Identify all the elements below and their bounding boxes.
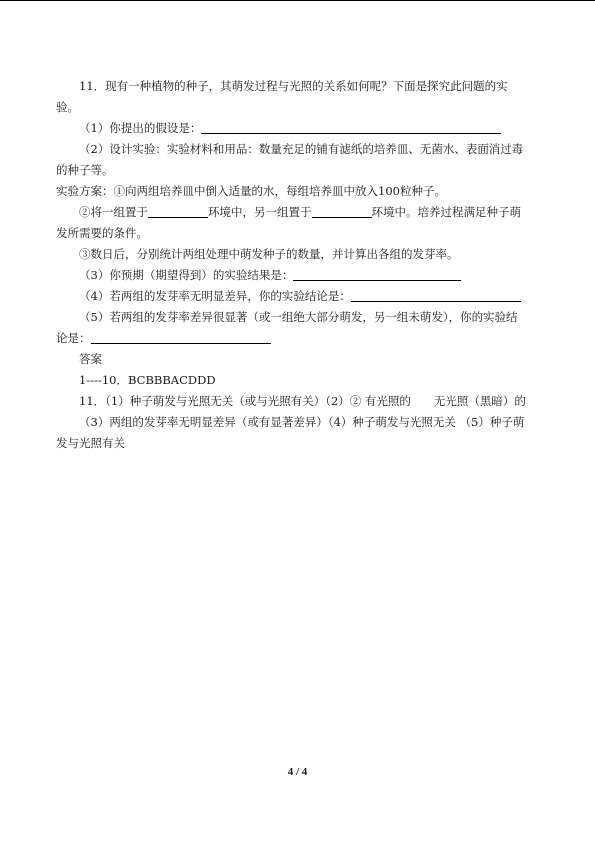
question-11-line-2: 验。	[56, 100, 79, 114]
subquestion-3	[56, 265, 546, 286]
answer-blank-light	[148, 205, 208, 218]
document-body	[56, 76, 546, 454]
subquestion-3-text: （3）你预期（期望得到）的实验结果是：	[79, 268, 294, 282]
answer-blank-4	[351, 289, 521, 302]
subquestion-1-text: （1）你提出的假设是：	[79, 121, 202, 135]
subquestion-1	[56, 118, 546, 139]
answer-blank-1	[201, 121, 501, 134]
answers-11-line-1: 11．（1）种子萌发与光照无关（或与光照有关）（2）② 有光照的 无光照（黑暗）的	[79, 394, 526, 408]
subquestion-5-line-2	[56, 328, 546, 349]
subquestion-5-line-1: （5）若两组的发芽率差异很显著（或一组绝大部分萌发，另一组未萌发），你的实验结	[79, 310, 518, 324]
page-number: 4 / 4	[287, 766, 308, 778]
subquestion-4	[56, 286, 546, 307]
step-2-line-2: 发所需要的条件。	[56, 226, 148, 240]
answer-blank-5	[91, 331, 271, 344]
subquestion-4-text: （4）若两组的发芽率无明显差异，你的实验结论是：	[79, 289, 351, 303]
subquestion-2-line-1: （2）设计实验：实验材料和用品：数量充足的铺有滤纸的培养皿、无菌水、表面消过毒	[79, 142, 524, 156]
experiment-plan: 实验方案：①向两组培养皿中倒入适量的水，每组培养皿中放入100粒种子。	[56, 184, 446, 198]
header-rule	[0, 0, 595, 1]
answer-blank-dark	[312, 205, 372, 218]
step-2-part-b: 环境中，另一组置于	[208, 205, 312, 219]
answers-heading: 答案	[79, 352, 102, 366]
answer-blank-3	[293, 268, 461, 281]
step-2-line-1	[56, 202, 546, 223]
step-3: ③数日后，分别统计两组处理中萌发种子的数量，并计算出各组的发芽率。	[79, 247, 459, 261]
question-11-line-1: 11．现有一种植物的种子，其萌发过程与光照的关系如何呢？下面是探究此问题的实	[79, 79, 508, 93]
step-2-part-a: ②将一组置于	[79, 205, 148, 219]
answers-multiple-choice: 1----10．BCBBBACDDD	[79, 373, 216, 387]
subquestion-2-line-2: 的种子等。	[56, 163, 114, 177]
subquestion-5-text: 论是：	[56, 331, 91, 345]
step-2-part-c: 环境中。培养过程满足种子萌	[371, 205, 521, 219]
answers-11-line-3: 发与光照有关	[56, 436, 125, 450]
answers-11-line-2: （3）两组的发芽率无明显差异（或有显著差异）（4）种子萌发与光照无关 （5）种子萌	[79, 415, 525, 429]
